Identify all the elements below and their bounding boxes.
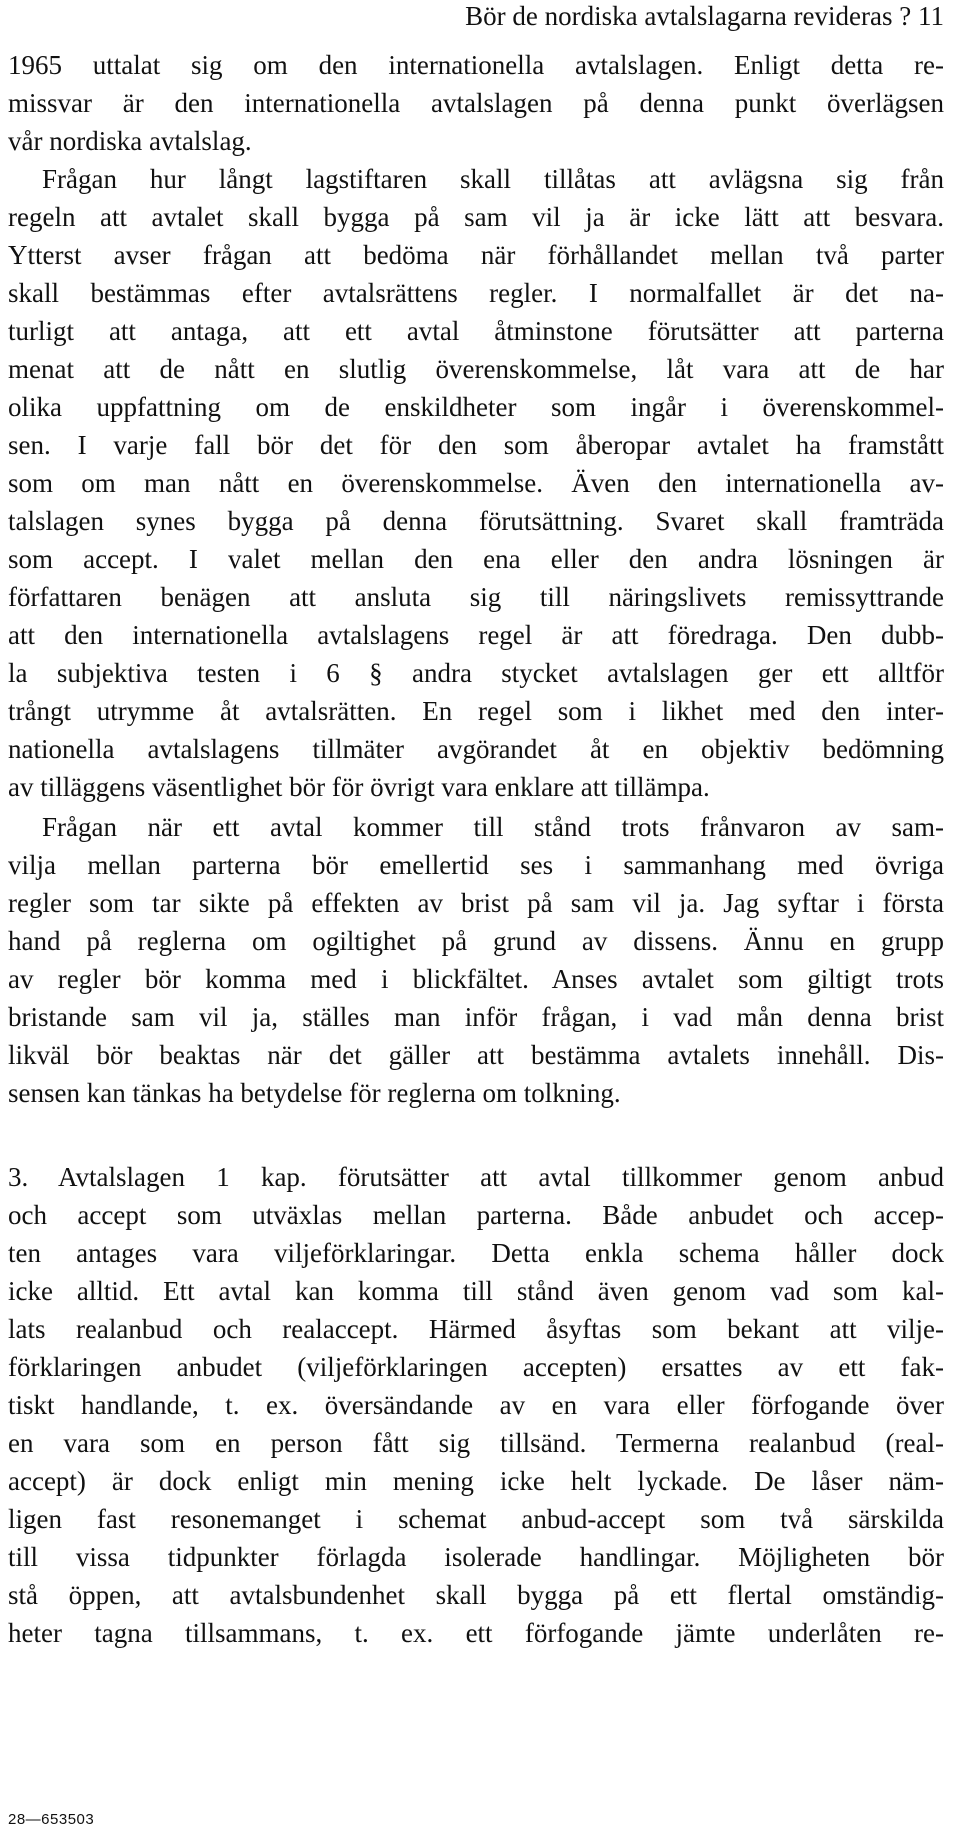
text-line: regeln att avtalet skall bygga på sam vil ja är icke lätt att besvara. bbox=[8, 202, 944, 232]
text-line: olika uppfattning om de enskildheter som ingår i överenskommel- bbox=[8, 392, 944, 422]
text-line: bristande sam vil ja, ställes man inför frågan, i vad mån denna brist bbox=[8, 1002, 944, 1032]
text-line: att den internationella avtalslagens regel är att föredraga. Den dubb- bbox=[8, 620, 944, 650]
text-line: lats realanbud och realaccept. Härmed åsyftas som bekant att vilje- bbox=[8, 1314, 944, 1344]
text-line: författaren benägen att ansluta sig till näringslivets remissyttrande bbox=[8, 582, 944, 612]
text-line: hand på reglerna om ogiltighet på grund av dissens. Ännu en grupp bbox=[8, 926, 944, 956]
printer-signature-mark: 28—653503 bbox=[8, 1811, 95, 1828]
text-line: skall bestämmas efter avtalsrättens regler. I normalfallet är det na- bbox=[8, 278, 944, 308]
text-line: som om man nått en överenskommelse. Även den internationella av- bbox=[8, 468, 944, 498]
text-line: icke alltid. Ett avtal kan komma till stånd även genom vad som kal- bbox=[8, 1276, 944, 1306]
text-line: till vissa tidpunkter förlagda isolerade handlingar. Möjligheten bör bbox=[8, 1542, 944, 1572]
text-line: och accept som utväxlas mellan parterna. Både anbudet och accep- bbox=[8, 1200, 944, 1230]
text-line: missvar är den internationella avtalslagen på denna punkt överlägsen bbox=[8, 88, 944, 118]
text-line: vår nordiska avtalslag. bbox=[8, 126, 252, 156]
text-line: sen. I varje fall bör det för den som åberopar avtalet ha framstått bbox=[8, 430, 944, 460]
text-line: tiskt handlande, t. ex. översändande av en vara eller förfogande över bbox=[8, 1390, 944, 1420]
text-line: turligt att antaga, att ett avtal åtminstone förutsätter att parterna bbox=[8, 316, 944, 346]
text-line: regler som tar sikte på effekten av brist på sam vil ja. Jag syftar i första bbox=[8, 888, 944, 918]
text-line: av regler bör komma med i blickfältet. Anses avtalet som giltigt trots bbox=[8, 964, 944, 994]
text-line: menat att de nått en slutlig överenskommelse, låt vara att de har bbox=[8, 354, 944, 384]
text-line: Frågan hur långt lagstiftaren skall tillåtas att avlägsna sig från bbox=[42, 164, 944, 194]
text-line: la subjektiva testen i 6 § andra stycket avtalslagen ger ett alltför bbox=[8, 658, 944, 688]
text-line: en vara som en person fått sig tillsänd. Termerna realanbud (real- bbox=[8, 1428, 944, 1458]
text-line: sensen kan tänkas ha betydelse för reglerna om tolkning. bbox=[8, 1078, 621, 1108]
text-line: av tilläggens väsentlighet bör för övrigt vara enklare att tillämpa. bbox=[8, 772, 710, 802]
text-line: stå öppen, att avtalsbundenhet skall bygga på ett flertal omständig- bbox=[8, 1580, 944, 1610]
text-line: trångt utrymme åt avtalsrätten. En regel som i likhet med den inter- bbox=[8, 696, 944, 726]
text-line: Frågan när ett avtal kommer till stånd trots frånvaron av sam- bbox=[42, 812, 944, 842]
text-line: heter tagna tillsammans, t. ex. ett förfogande jämte underlåten re- bbox=[8, 1618, 944, 1648]
text-line: likväl bör beaktas när det gäller att bestämma avtalets innehåll. Dis- bbox=[8, 1040, 944, 1070]
text-line: talslagen synes bygga på denna förutsättning. Svaret skall framträda bbox=[8, 506, 944, 536]
text-line: 3. Avtalslagen 1 kap. förutsätter att avtal tillkommer genom anbud bbox=[8, 1162, 944, 1192]
text-line: 1965 uttalat sig om den internationella avtalslagen. Enligt detta re- bbox=[8, 50, 944, 80]
text-line: accept) är dock enligt min mening icke helt lyckade. De låser näm- bbox=[8, 1466, 944, 1496]
text-line: som accept. I valet mellan den ena eller den andra lösningen är bbox=[8, 544, 944, 574]
text-line: ligen fast resonemanget i schemat anbud-accept som två särskilda bbox=[8, 1504, 944, 1534]
text-line: Ytterst avser frågan att bedöma när förhållandet mellan två parter bbox=[8, 240, 944, 270]
text-line: nationella avtalslagens tillmäter avgörandet åt en objektiv bedömning bbox=[8, 734, 944, 764]
text-line: förklaringen anbudet (viljeförklaringen accepten) ersattes av ett fak- bbox=[8, 1352, 944, 1382]
text-line: ten antages vara viljeförklaringar. Detta enkla schema håller dock bbox=[8, 1238, 944, 1268]
running-head: Bör de nordiska avtalslagarna revideras ? 11 bbox=[465, 1, 944, 31]
text-line: vilja mellan parterna bör emellertid ses i sammanhang med övriga bbox=[8, 850, 944, 880]
